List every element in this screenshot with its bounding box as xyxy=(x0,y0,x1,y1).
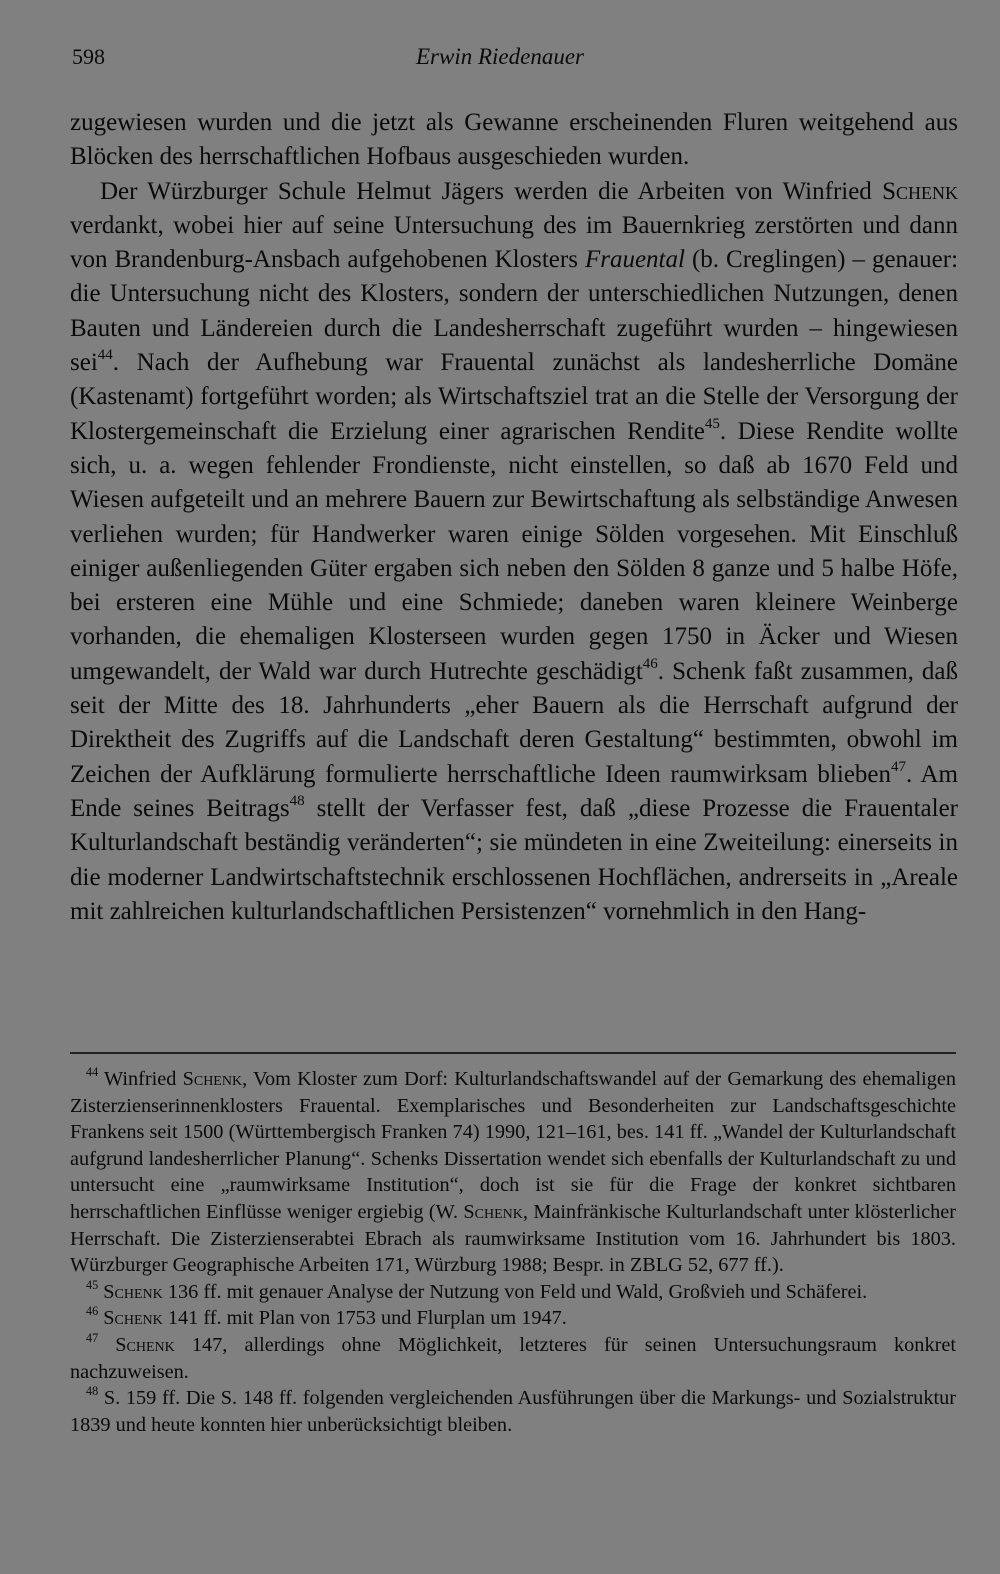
text-run: Winfried xyxy=(103,1068,177,1090)
text-run: stellt der Verfasser fest, daß „diese Prozesse die Frauentaler Kulturlandschaft beständig veränderten“; sie mündeten in eine Zweiteilung: einerseits in die moderner Landwirtschaftstechnik erschlossenen Hochflächen, andrerseits in „Areale mit zahlreichen kulturlandschaftlichen Persistenzen“ vornehmlich in den Hang- xyxy=(70,794,959,925)
main-text xyxy=(70,106,958,929)
footnote-44 xyxy=(70,1066,956,1279)
text-run: , Vom Kloster zum Dorf: Kulturlandschaftswandel auf der Gemarkung des ehemaligen Zisterzienserinnenklosters Frauental. Exemplarisches und Besonderheiten zur Landschaftsgeschichte Frankens seit 1500 (Württembergisch Franken 74) 1990, 121–161, bes. 141 ff. „Wandel der Kulturlandschaft aufgrund landesherrlicher Planung“. Schenks Dissertation wendet sich ebenfalls der Kulturlandschaft zu und untersucht eine „raumwirksame Institution“, doch ist sie für die Frage der konkret sichtbaren herrschaftlichen Einflüsse weniger ergiebig (W. xyxy=(70,1068,956,1223)
text-run: . Diese Rendite wollte sich, u. a. wegen fehlender Frondienste, nicht einstellen, so daß ab 1670 Feld und Wiesen aufgeteilt und an mehrere Bauern zur Bewirtschaftung als selbständige Anwesen verliehen wurden; für Handwerker waren einige Sölden vorgesehen. Mit Einschluß einiger außenliegenden Güter ergaben sich neben den Sölden 8 ganze und 5 halbe Höfe, bei ersteren eine Mühle und eine Schmiede; daneben waren kleinere Weinberge vorhanden, die ehemaligen Klosterseen wurden gegen 1750 in Äcker und Wiesen umgewandelt, der Wald war durch Hutrechte geschädigt xyxy=(70,417,958,685)
footnotes xyxy=(70,1066,956,1438)
footnote-rule xyxy=(70,1052,956,1054)
paragraph-1: zugewiesen wurden und die jetzt als Gewanne erscheinenden Fluren weitgehend aus Blöcken des herrschaftlichen Hofbaus ausgeschieden wurden. xyxy=(70,109,958,171)
running-title: Erwin Riedenauer xyxy=(416,44,584,69)
text-run: S. 159 ff. Die S. 148 ff. folgenden vergleichenden Ausführungen über die Markungs- und Sozialstruktur 1839 und heute konnten hier unberücksichtigt bleiben. xyxy=(70,1387,956,1436)
author-name-schenk: Schenk xyxy=(103,1307,163,1330)
footnote-ref-46: 46 xyxy=(642,655,658,672)
footnote-45 xyxy=(70,1279,956,1306)
footnote-46 xyxy=(70,1305,956,1332)
footnote-mark: 48 xyxy=(86,1384,99,1398)
text-run: 136 ff. mit genauer Analyse der Nutzung von Feld und Wald, Großvieh und Schäferei. xyxy=(167,1280,868,1303)
author-name-schenk: Schenk xyxy=(103,1280,163,1303)
footnote-mark: 45 xyxy=(86,1277,99,1292)
footnote-47 xyxy=(70,1332,956,1385)
footnote-mark: 46 xyxy=(86,1304,99,1319)
author-name-schenk: Schenk xyxy=(182,1068,243,1090)
footnote-ref-48: 48 xyxy=(289,792,305,809)
text-run: , Mainfränkische Kulturlandschaft unter klösterlicher Herrschaft. Die Zisterzienserabtei Ebrach als raumwirksame Institution vom 16. Jahrhundert bis 1803. Würzburger Geographische Arbeiten 171, Würzburg 1988; Bespr. in ZBLG 52, 677 ff.). xyxy=(70,1200,956,1277)
text-run: . Nach der Aufhebung war Frauental zunächst als landesherrliche Domäne (Kastenamt) fortgeführt worden; als Wirtschaftsziel trat an die Stelle der Versorgung der Klostergemeinschaft die Erzielung einer agrarischen Rendite xyxy=(70,349,958,445)
page-number: 598 xyxy=(72,44,105,69)
author-name-schenk: Schenk xyxy=(115,1333,175,1356)
footnote-mark: 47 xyxy=(86,1330,99,1345)
text-run: 141 ff. mit Plan von 1753 und Flurplan um 1947. xyxy=(167,1307,567,1330)
paragraph-2 xyxy=(70,175,958,930)
author-name-schenk: Schenk xyxy=(463,1200,523,1223)
footnote-ref-45: 45 xyxy=(704,415,720,432)
text-run: . Am Ende seines Beitrags xyxy=(70,760,958,822)
text-run: Der Würzburger Schule Helmut Jägers werden die Arbeiten von Winfried xyxy=(100,177,872,205)
place-name-frauental: Frauental xyxy=(584,246,685,274)
author-name-schenk: Schenk xyxy=(882,177,958,205)
footnote-48 xyxy=(70,1385,956,1438)
text-run: (b. Creglingen) – genauer: die Untersuchung nicht des Klosters, sondern der unterschiedlichen Nutzungen, denen Bauten und Ländereien durch die Landesherrschaft zugeführt wurden – hingewiesen sei xyxy=(70,246,959,377)
text-run: verdankt, wobei hier auf seine Untersuchung des im Bauernkrieg zerstörten und dann von Brandenburg-Ansbach aufgehobenen Klosters xyxy=(70,211,958,274)
footnote-mark: 44 xyxy=(86,1064,99,1079)
text-run: 147, allerdings ohne Möglichkeit, letzteres für seinen Untersuchungsraum konkret nachzuweisen. xyxy=(70,1333,956,1383)
footnote-ref-44: 44 xyxy=(97,346,113,363)
text-run: . Schenk faßt zusammen, daß seit der Mitte des 18. Jahrhunderts „eher Bauern als die Herrschaft aufgrund der Direktheit des Zugriffs auf die Landschaft deren Gestaltung“ bestimmten, obwohl im Zeichen der Aufklärung formulierte herrschaftliche Ideen raumwirksam blieben xyxy=(70,657,958,788)
footnote-ref-47: 47 xyxy=(891,758,907,775)
